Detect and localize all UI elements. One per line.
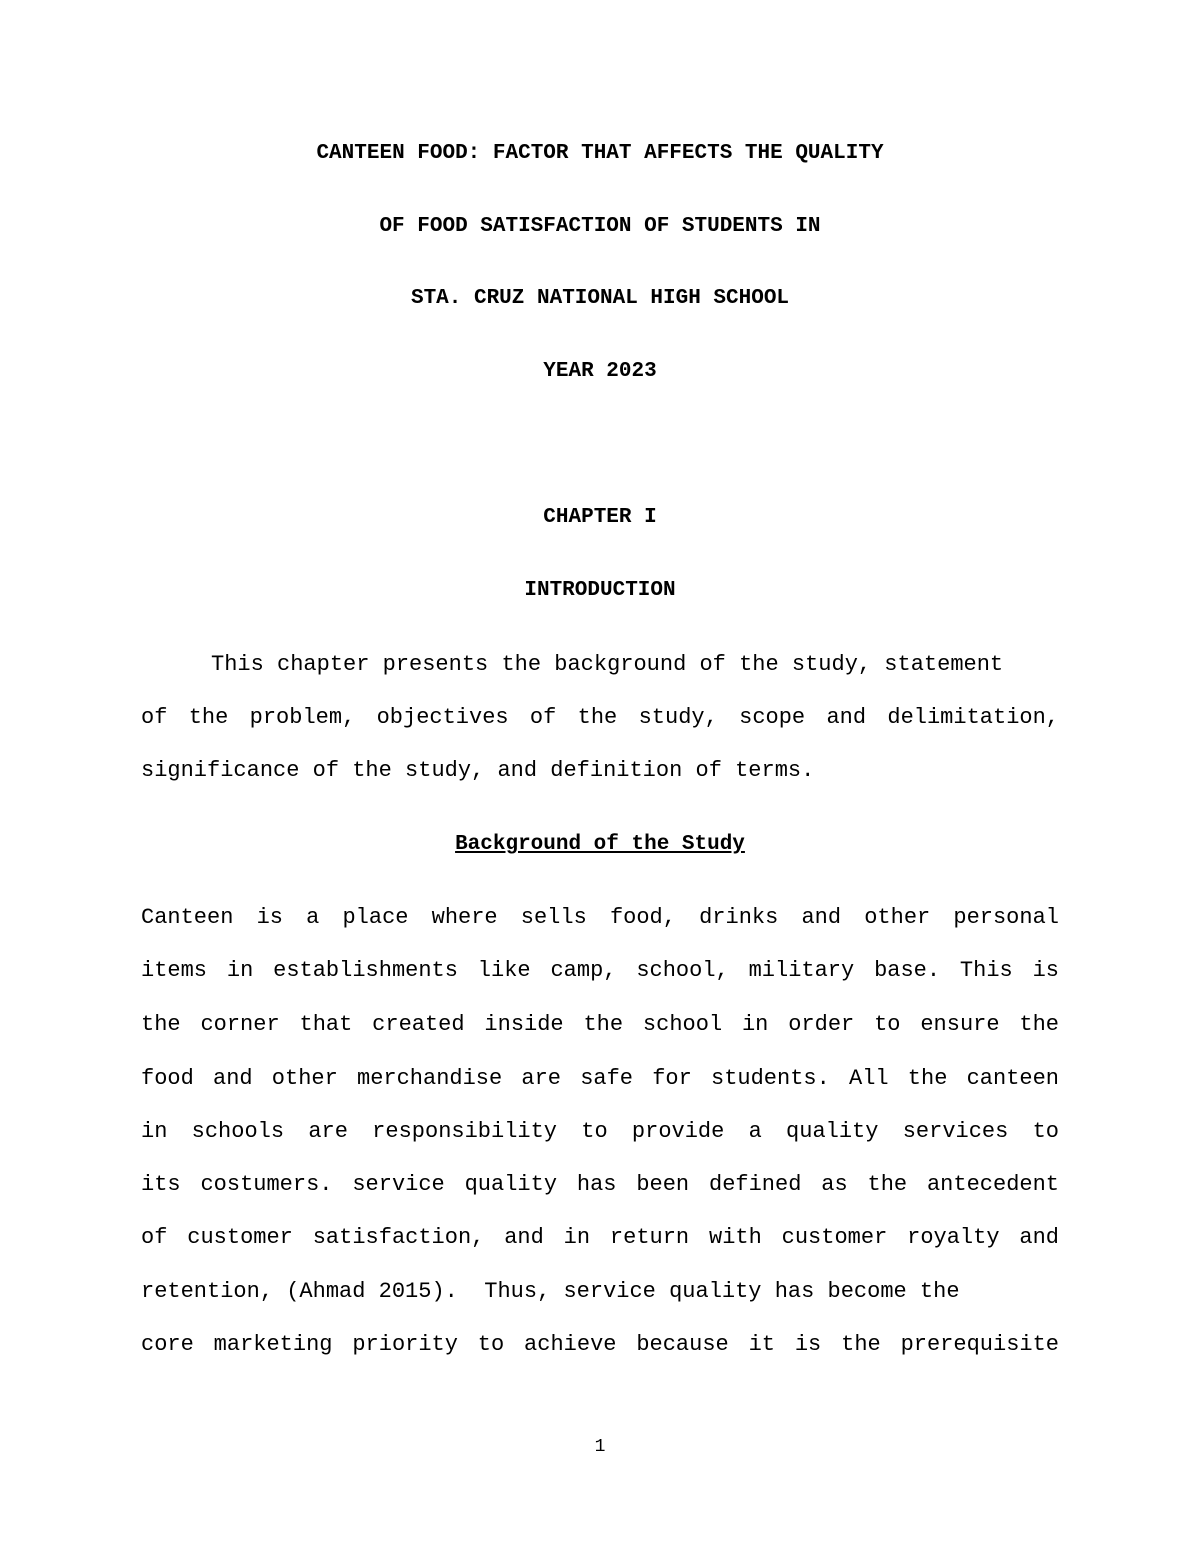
background-line-8: retention, (Ahmad 2015). Thus, service quality has become the [141, 1279, 960, 1304]
background-line-9: core marketing priority to achieve because it is the prerequisite [141, 1332, 1059, 1357]
background-line-6: its costumers. service quality has been defined as the antecedent [141, 1172, 1059, 1197]
background-line-5: in schools are responsibility to provide a quality services to [141, 1119, 1059, 1144]
background-line-1: Canteen is a place where sells food, drinks and other personal [141, 905, 1059, 930]
intro-line-1: This chapter presents the background of the study, statement [211, 652, 1004, 677]
title-line-4: YEAR 2023 [543, 360, 657, 383]
intro-line-3: significance of the study, and definition of terms. [141, 758, 815, 783]
section-heading: Background of the Study [455, 833, 745, 856]
background-line-4: food and other merchandise are safe for students. All the canteen [141, 1066, 1059, 1091]
background-line-2: items in establishments like camp, school, military base. This is [141, 958, 1059, 983]
title-line-2: OF FOOD SATISFACTION OF STUDENTS IN [379, 215, 821, 238]
title-line-3: STA. CRUZ NATIONAL HIGH SCHOOL [410, 287, 790, 310]
chapter-title: INTRODUCTION [524, 579, 676, 602]
title-line-1: CANTEEN FOOD: FACTOR THAT AFFECTS THE QUALITY [316, 142, 884, 165]
background-line-3: the corner that created inside the school in order to ensure the [141, 1012, 1059, 1037]
chapter-label: CHAPTER I [543, 506, 657, 529]
page-number: 1 [594, 1437, 606, 1457]
intro-line-2: of the problem, objectives of the study, scope and delimitation, [141, 705, 1059, 730]
background-line-7: of customer satisfaction, and in return with customer royalty and [141, 1225, 1059, 1250]
